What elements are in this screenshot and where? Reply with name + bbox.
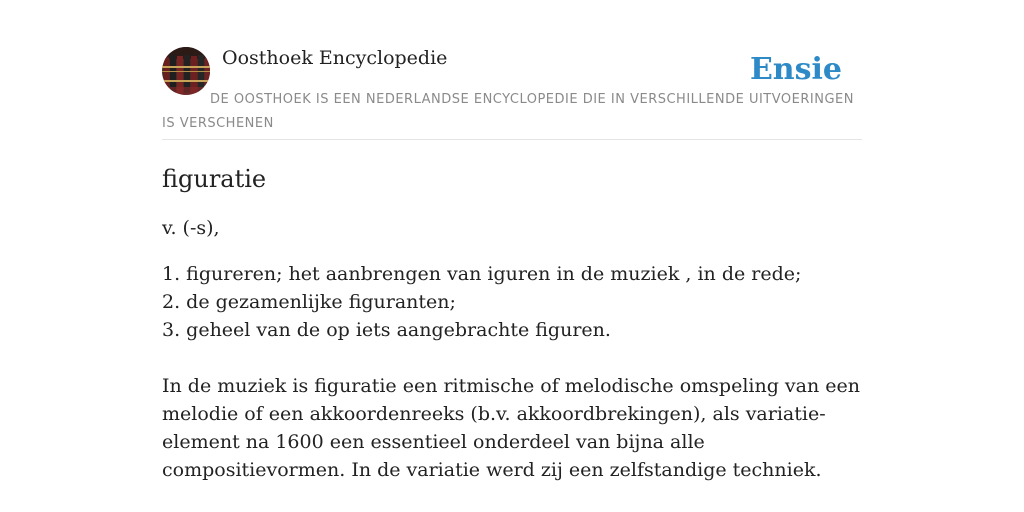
- entry-senses: [162, 260, 862, 344]
- entry-paragraph: In de muziek is figuratie een ritmische of melodische omspeling van een melodie of een akkoordenreeks (b.v. akkoordbrekingen), als variatie-element na 1600 een essentieel onderdeel van bijna alle compositievormen. In de variatie werd zij een zelfstandige techniek.: [162, 375, 860, 481]
- brand-logo[interactable]: Ensie: [749, 52, 842, 87]
- entry-content: [162, 162, 862, 484]
- source-description: DE OOSTHOEK IS EEN NEDERLANDSE ENCYCLOPEDIE DIE IN VERSCHILLENDE UITVOERINGEN IS VERSCHENEN: [162, 92, 854, 131]
- sense-item: 1. figureren; het aanbrengen van iguren in de muziek , in de rede;: [162, 263, 802, 285]
- entry-title: figuratie: [162, 165, 267, 193]
- source-header: [162, 46, 862, 140]
- sense-item: 3. geheel van de op iets aangebrachte figuren.: [162, 319, 611, 341]
- sense-item: 2. de gezamenlijke figuranten;: [162, 291, 456, 313]
- entry-grammar: v. (-s),: [162, 217, 220, 239]
- source-name[interactable]: Oosthoek Encyclopedie: [222, 47, 448, 69]
